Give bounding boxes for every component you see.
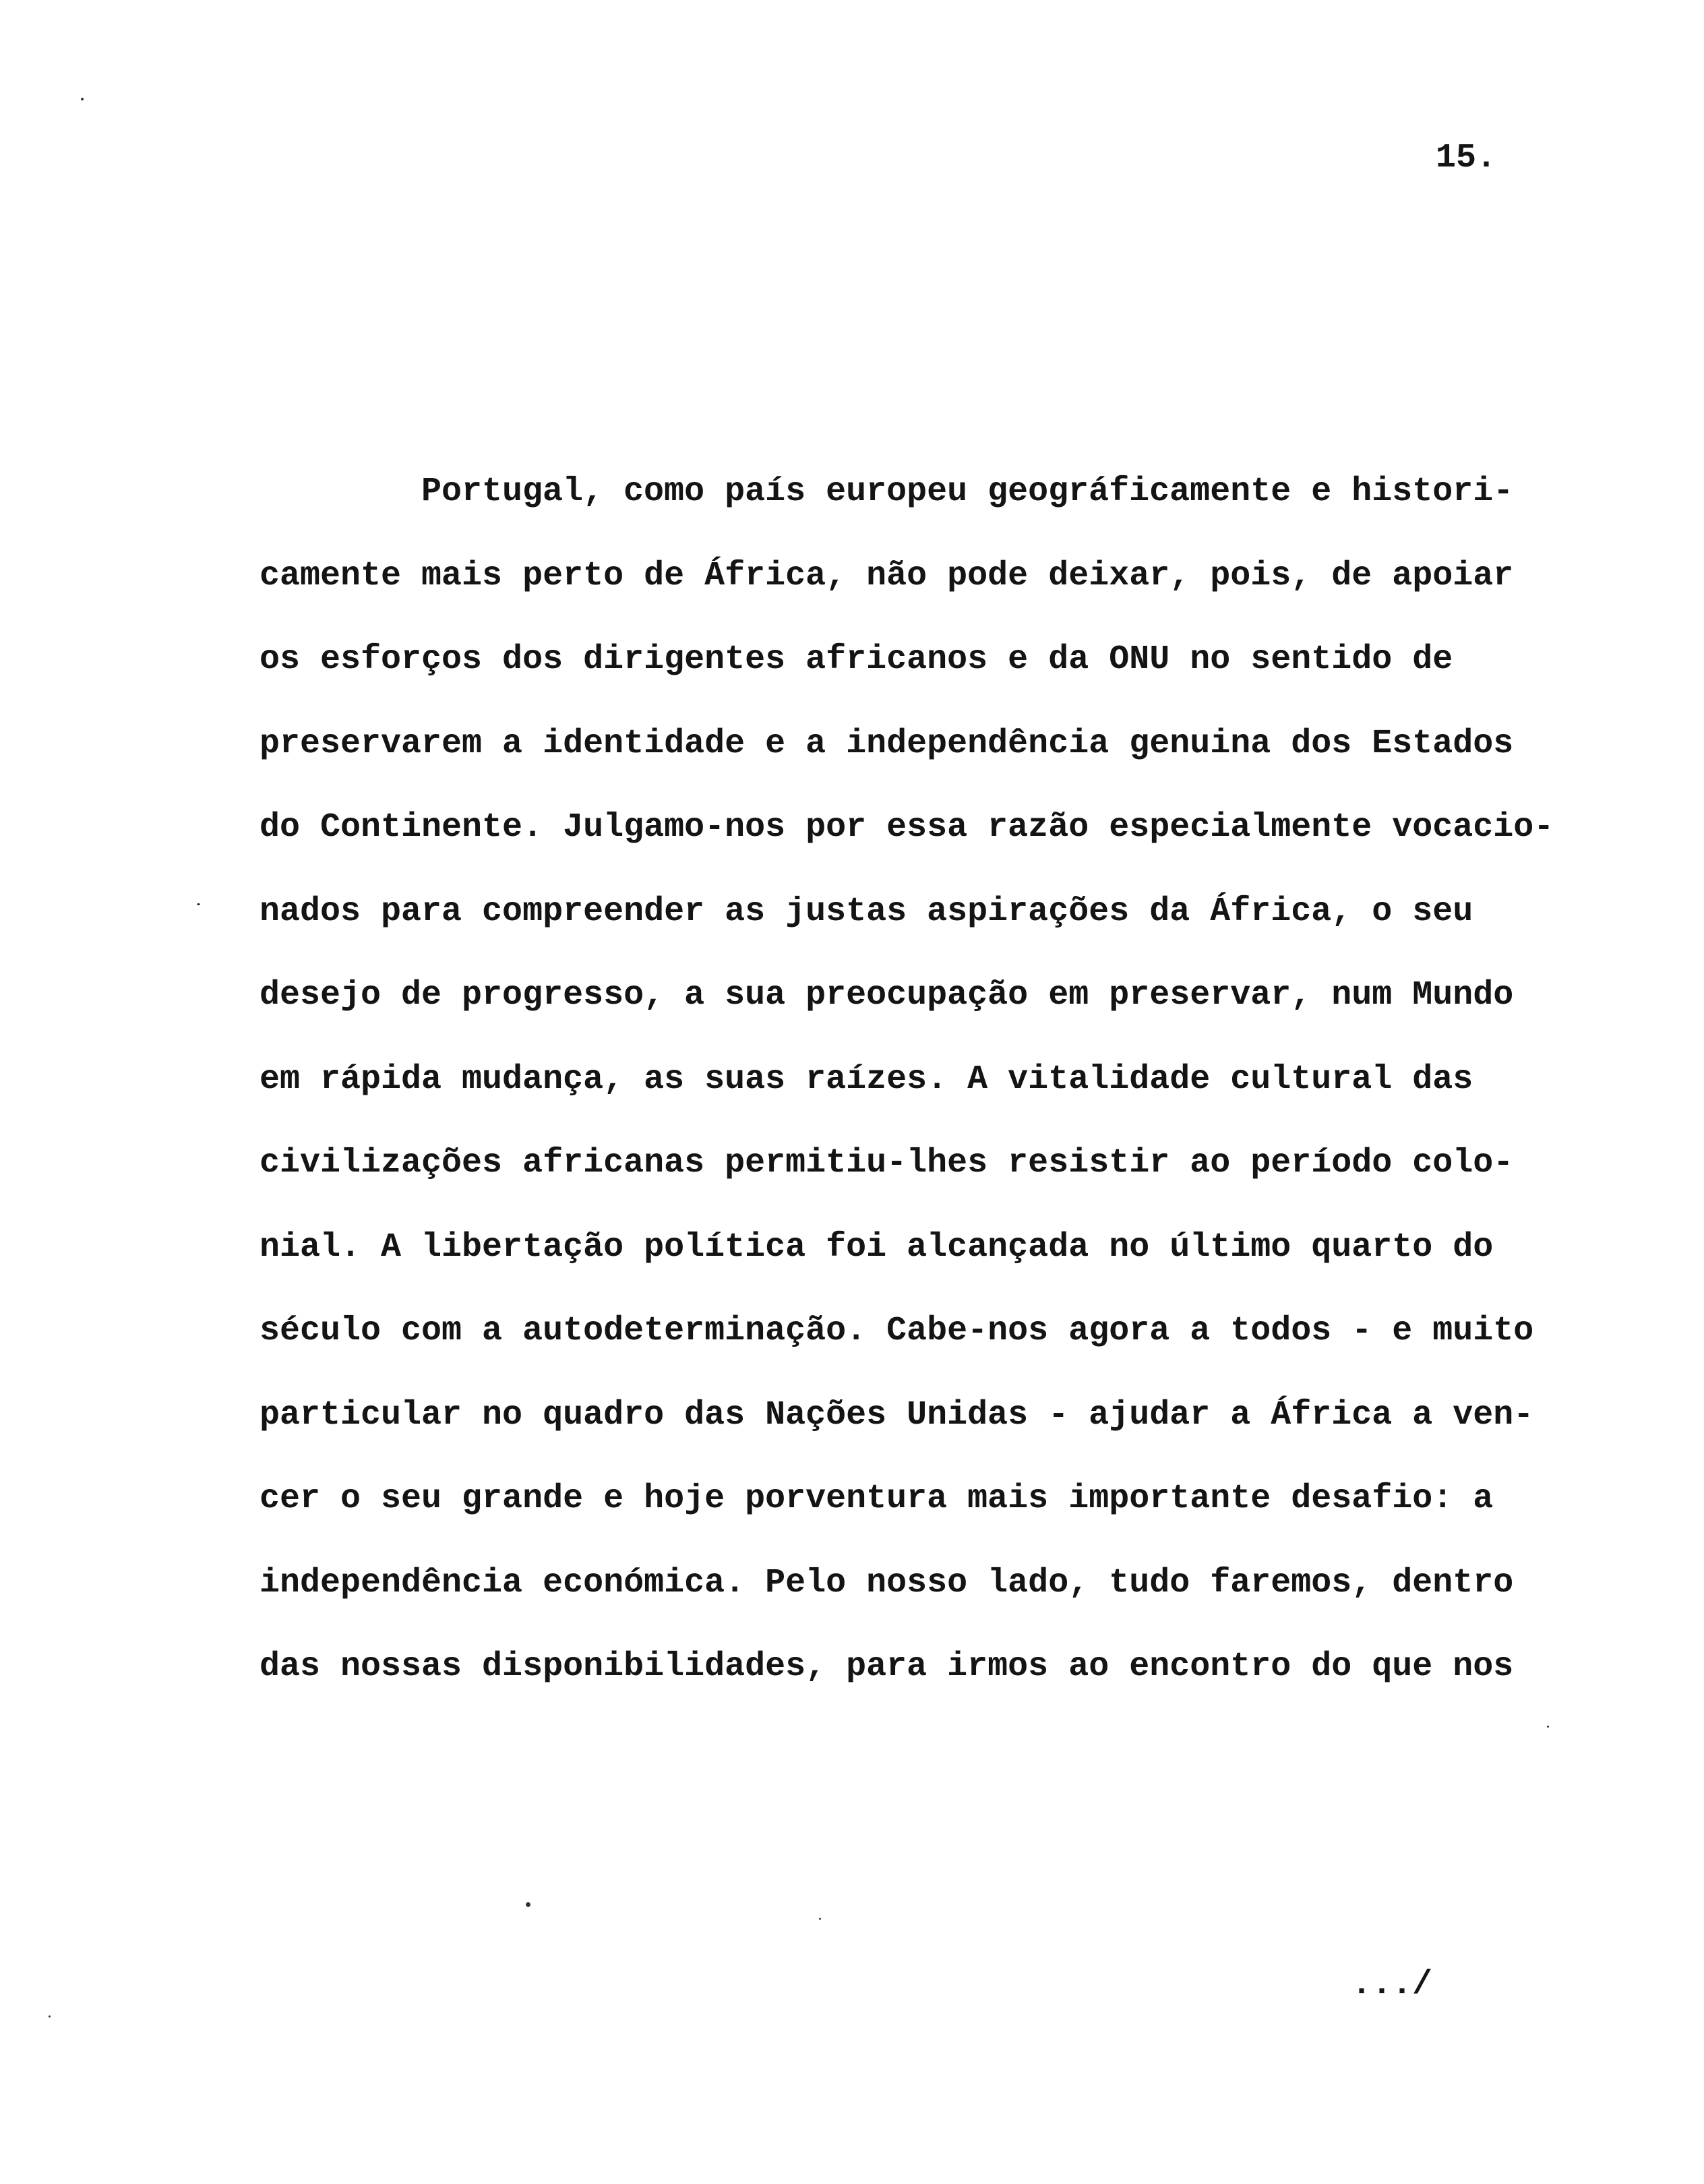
text-line: nial. A libertação política foi alcançada no último quarto do	[260, 1227, 1494, 1267]
text-line: preservarem a identidade e a independência genuina dos Estados	[260, 724, 1514, 763]
text-line: os esforços dos dirigentes africanos e da ONU no sentido de	[260, 640, 1453, 679]
text-line: cer o seu grande e hoje porventura mais importante desafio: a	[260, 1480, 1494, 1518]
text-line: camente mais perto de África, não pode deixar, pois, de apoiar	[260, 556, 1514, 595]
text-line: nados para compreender as justas aspirações da África, o seu	[260, 892, 1473, 931]
text-line: das nossas disponibilidades, para irmos ao encontro do que nos	[260, 1647, 1514, 1686]
continuation-mark: .../	[1351, 1966, 1433, 2004]
text-line: em rápida mudança, as suas raízes. A vitalidade cultural das	[260, 1060, 1473, 1099]
text-line: civilizações africanas permitiu-lhes resistir ao período colo-	[260, 1144, 1514, 1182]
text-line: particular no quadro das Nações Unidas - ajudar a África a ven-	[260, 1395, 1534, 1434]
scan-speck	[526, 1902, 530, 1907]
scan-speck	[49, 2015, 51, 2018]
text-line: século com a autodeterminação. Cabe-nos agora a todos - e muito	[260, 1312, 1534, 1350]
text-line: do Continente. Julgamo-nos por essa razão especialmente vocacio-	[260, 808, 1554, 847]
text-line: independência económica. Pelo nosso lado, tudo faremos, dentro	[260, 1563, 1514, 1602]
scan-speck	[819, 1918, 821, 1920]
page-number: 15.	[1436, 139, 1497, 177]
scan-speck	[1547, 1726, 1549, 1728]
text-line: desejo de progresso, a sua preocupação em preservar, num Mundo	[260, 976, 1514, 1014]
text-line: Portugal, como país europeu geográficamente e histori-	[421, 473, 1514, 511]
scan-speck	[197, 903, 200, 905]
body-paragraph	[260, 472, 1560, 1731]
scan-speck	[81, 98, 84, 100]
